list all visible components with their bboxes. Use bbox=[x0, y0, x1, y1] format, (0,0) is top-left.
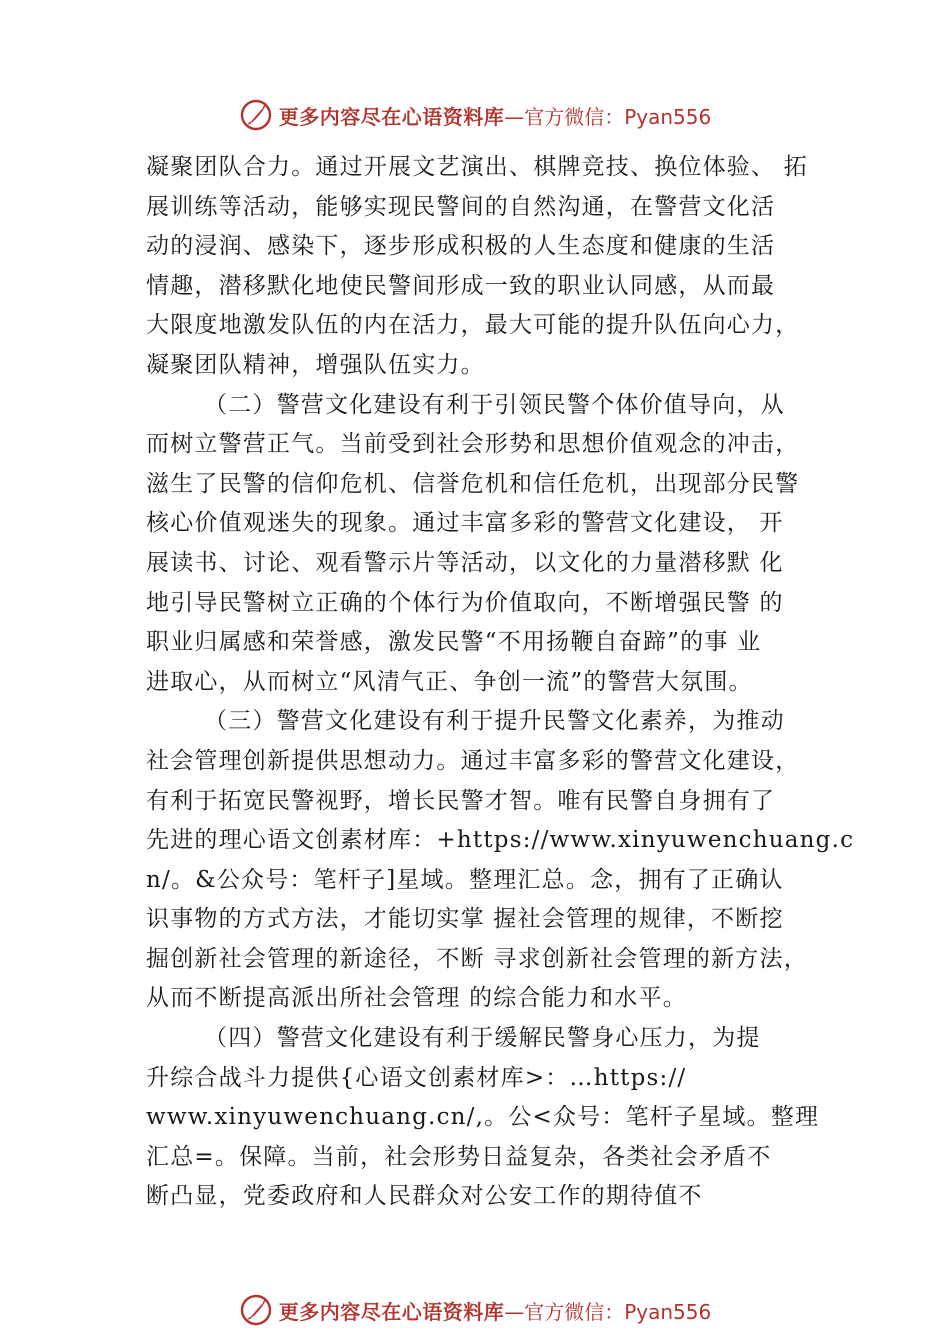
text-line: n/。&公众号：笔杆子]星域。整理汇总。念，拥有了正确认 bbox=[146, 866, 784, 893]
text-line: 进取心，从而树立“风清气正、争创一流”的警营大氛围。 bbox=[146, 668, 753, 695]
text-line: 从而不断提高派出所社会管理 的综合能力和水平。 bbox=[146, 985, 687, 1012]
text-line: 汇总=。保障。当前，社会形势日益复杂，各类社会矛盾不 bbox=[146, 1143, 772, 1170]
text-line: 滋生了民警的信仰危机、信誉危机和信任危机，出现部分民警 bbox=[146, 470, 800, 497]
text-line: 而树立警营正气。当前受到社会形势和思想价值观念的冲击， bbox=[146, 431, 800, 458]
text-line: 情趣，潜移默化地使民警间形成一致的职业认同感，从而最 bbox=[146, 272, 776, 299]
text-line: 动的浸润、感染下，逐步形成积极的人生态度和健康的生活 bbox=[146, 233, 776, 260]
text-line: 凝聚团队精神，增强队伍实力。 bbox=[146, 351, 485, 378]
text-line: 先进的理心语文创素材库：+https://www.xinyuwenchuang.c bbox=[146, 827, 855, 854]
text-line: 核心价值观迷失的现象。通过丰富多彩的警营文化建设， 开 bbox=[146, 510, 784, 537]
text-line: 升综合战斗力提供{心语文创素材库>：…https:// bbox=[146, 1064, 687, 1091]
text-line: 掘创新社会管理的新途径，不断 寻求创新社会管理的新方法， bbox=[146, 945, 808, 972]
text-line: 职业归属感和荣誉感，激发民警“不用扬鞭自奋蹄”的事 业 bbox=[146, 629, 762, 656]
footer-watermark bbox=[0, 1288, 950, 1332]
document-body bbox=[146, 148, 855, 1217]
section-heading-line: （四）警营文化建设有利于缓解民警身心压力，为提 bbox=[204, 1025, 761, 1052]
text-line: 有利于拓宽民警视野，增长民警才智。唯有民警自身拥有了 bbox=[146, 787, 776, 814]
section-heading-line: （二）警营文化建设有利于引领民警个体价值导向，从 bbox=[204, 391, 785, 418]
watermark-contact: —官方微信：Pyan556 bbox=[504, 1299, 712, 1324]
text-line: 断凸显，党委政府和人民群众对公安工作的期待值不 bbox=[146, 1183, 703, 1210]
text-line: 展读书、讨论、观看警示片等活动，以文化的力量潜移默 化 bbox=[146, 549, 784, 576]
header-watermark bbox=[0, 93, 950, 137]
text-line: www.xinyuwenchuang.cn/,。公<众号：笔杆子星域。整理 bbox=[146, 1104, 820, 1131]
feather-logo-icon bbox=[239, 98, 273, 132]
text-line: 社会管理创新提供思想动力。通过丰富多彩的警营文化建设， bbox=[146, 747, 800, 774]
text-line: 大限度地激发队伍的内在活力，最大可能的提升队伍向心力， bbox=[146, 312, 800, 339]
text-line: 地引导民警树立正确的个体行为价值取向，不断增强民警 的 bbox=[146, 589, 784, 616]
text-line: 识事物的方式方法，才能切实掌 握社会管理的规律，不断挖 bbox=[146, 906, 784, 933]
feather-logo-icon bbox=[239, 1293, 273, 1327]
text-line: 凝聚团队合力。通过开展文艺演出、棋牌竞技、换位体验、 拓 bbox=[146, 154, 808, 180]
watermark-contact: —官方微信：Pyan556 bbox=[504, 104, 712, 129]
watermark-text: 更多内容尽在心语资料库 bbox=[278, 104, 505, 129]
section-heading-line: （三）警营文化建设有利于提升民警文化素养，为推动 bbox=[204, 708, 785, 735]
text-line: 展训练等活动，能够实现民警间的自然沟通，在警营文化活 bbox=[146, 193, 776, 220]
watermark-text: 更多内容尽在心语资料库 bbox=[278, 1299, 505, 1324]
